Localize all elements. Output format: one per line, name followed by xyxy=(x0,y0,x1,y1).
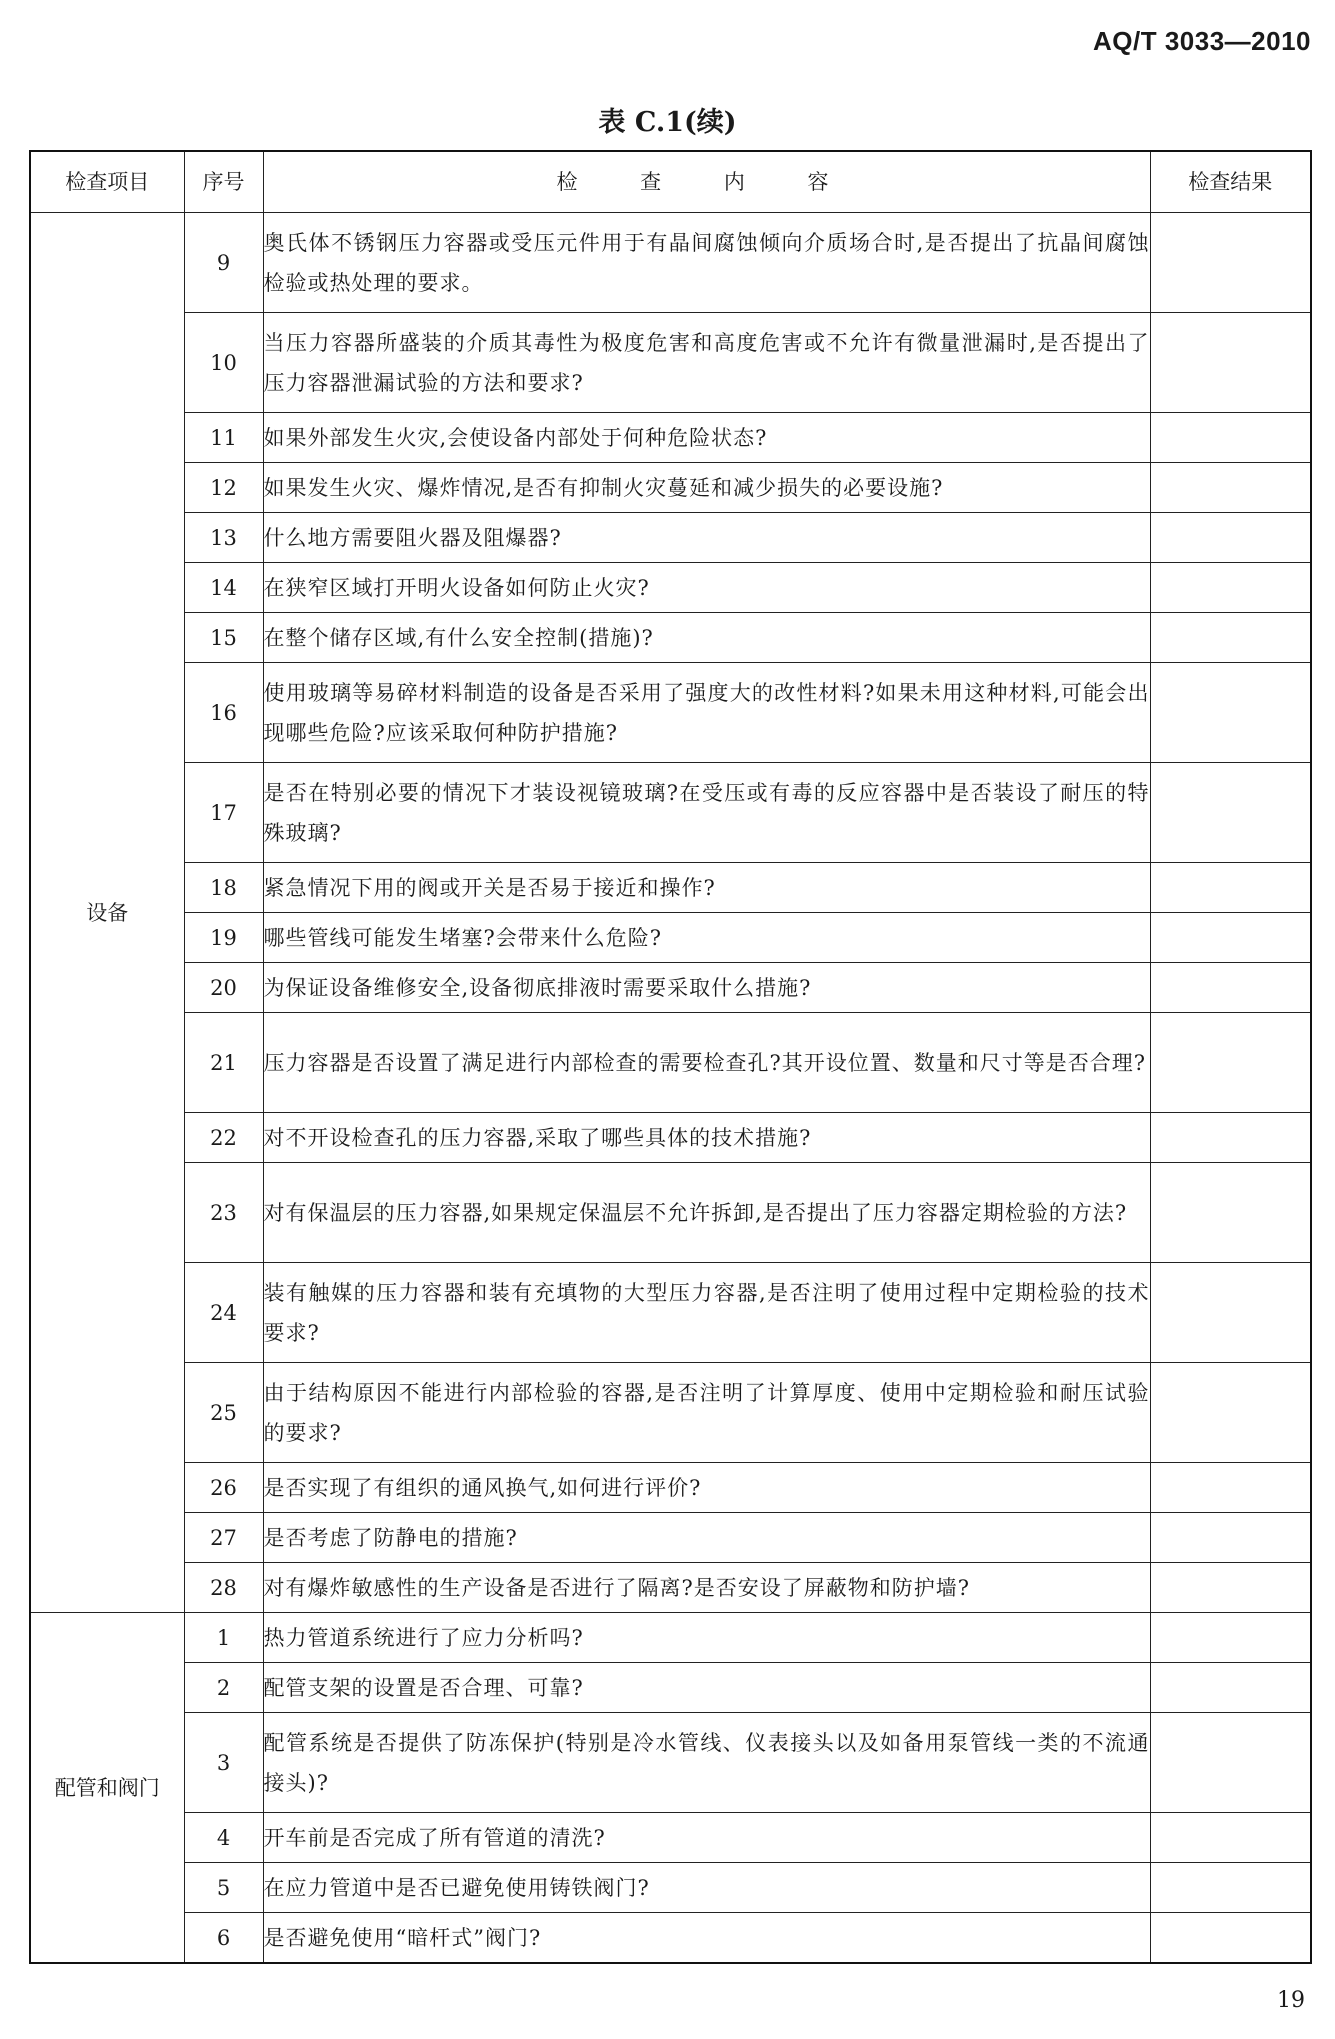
row-result[interactable] xyxy=(1150,463,1311,513)
row-result[interactable] xyxy=(1150,1663,1311,1713)
row-result[interactable] xyxy=(1150,1363,1311,1463)
row-result[interactable] xyxy=(1150,1613,1311,1663)
table-row xyxy=(30,513,1311,563)
table-row xyxy=(30,1663,1311,1713)
row-number: 4 xyxy=(184,1813,263,1863)
row-number: 20 xyxy=(184,963,263,1013)
table-row xyxy=(30,913,1311,963)
table-row xyxy=(30,1613,1311,1663)
row-content: 装有触媒的压力容器和装有充填物的大型压力容器,是否注明了使用过程中定期检验的技术要求? xyxy=(263,1263,1150,1363)
row-result[interactable] xyxy=(1150,1563,1311,1613)
row-number: 13 xyxy=(184,513,263,563)
row-content: 如果发生火灾、爆炸情况,是否有抑制火灾蔓延和减少损失的必要设施? xyxy=(263,463,1150,513)
row-number: 26 xyxy=(184,1463,263,1513)
row-result[interactable] xyxy=(1150,1163,1311,1263)
row-content: 为保证设备维修安全,设备彻底排液时需要采取什么措施? xyxy=(263,963,1150,1013)
row-content: 在应力管道中是否已避免使用铸铁阀门? xyxy=(263,1863,1150,1913)
row-content: 对不开设检查孔的压力容器,采取了哪些具体的技术措施? xyxy=(263,1113,1150,1163)
table-row xyxy=(30,863,1311,913)
row-number: 24 xyxy=(184,1263,263,1363)
row-result[interactable] xyxy=(1150,863,1311,913)
row-number: 22 xyxy=(184,1113,263,1163)
row-result[interactable] xyxy=(1150,1913,1311,1964)
table-row xyxy=(30,1163,1311,1263)
row-content: 使用玻璃等易碎材料制造的设备是否采用了强度大的改性材料?如果未用这种材料,可能会出现哪些危险?应该采取何种防护措施? xyxy=(263,663,1150,763)
row-number: 9 xyxy=(184,213,263,313)
table-row xyxy=(30,1113,1311,1163)
header-item: 检查项目 xyxy=(30,151,184,213)
table-row xyxy=(30,563,1311,613)
row-number: 17 xyxy=(184,763,263,863)
group-label: 设备 xyxy=(30,213,184,1613)
table-row xyxy=(30,1263,1311,1363)
table-row xyxy=(30,1813,1311,1863)
row-number: 12 xyxy=(184,463,263,513)
row-result[interactable] xyxy=(1150,963,1311,1013)
row-number: 27 xyxy=(184,1513,263,1563)
row-result[interactable] xyxy=(1150,413,1311,463)
row-result[interactable] xyxy=(1150,313,1311,413)
row-content: 哪些管线可能发生堵塞?会带来什么危险? xyxy=(263,913,1150,963)
row-result[interactable] xyxy=(1150,563,1311,613)
table-row xyxy=(30,1863,1311,1913)
row-result[interactable] xyxy=(1150,613,1311,663)
table-title: 表 C.1(续) xyxy=(598,107,737,138)
row-number: 1 xyxy=(184,1613,263,1663)
table-header-row xyxy=(30,151,1311,213)
checklist-table xyxy=(29,150,1312,1964)
group-label: 配管和阀门 xyxy=(30,1613,184,1964)
table-row xyxy=(30,963,1311,1013)
table-row xyxy=(30,1713,1311,1813)
header-no: 序号 xyxy=(184,151,263,213)
row-content: 在狭窄区域打开明火设备如何防止火灾? xyxy=(263,563,1150,613)
table-row xyxy=(30,1013,1311,1113)
table-row xyxy=(30,613,1311,663)
row-number: 18 xyxy=(184,863,263,913)
table-row xyxy=(30,213,1311,313)
row-content: 当压力容器所盛装的介质其毒性为极度危害和高度危害或不允许有微量泄漏时,是否提出了压力容器泄漏试验的方法和要求? xyxy=(263,313,1150,413)
row-number: 25 xyxy=(184,1363,263,1463)
row-number: 10 xyxy=(184,313,263,413)
row-content: 紧急情况下用的阀或开关是否易于接近和操作? xyxy=(263,863,1150,913)
row-content: 压力容器是否设置了满足进行内部检查的需要检查孔?其开设位置、数量和尺寸等是否合理? xyxy=(263,1013,1150,1113)
row-result[interactable] xyxy=(1150,1813,1311,1863)
table-row xyxy=(30,413,1311,463)
row-content: 热力管道系统进行了应力分析吗? xyxy=(263,1613,1150,1663)
row-content: 什么地方需要阻火器及阻爆器? xyxy=(263,513,1150,563)
row-number: 23 xyxy=(184,1163,263,1263)
row-number: 21 xyxy=(184,1013,263,1113)
row-number: 19 xyxy=(184,913,263,963)
row-result[interactable] xyxy=(1150,763,1311,863)
row-number: 3 xyxy=(184,1713,263,1813)
row-number: 11 xyxy=(184,413,263,463)
row-content: 是否在特别必要的情况下才装设视镜玻璃?在受压或有毒的反应容器中是否装设了耐压的特殊玻璃? xyxy=(263,763,1150,863)
table-row xyxy=(30,1513,1311,1563)
row-content: 是否实现了有组织的通风换气,如何进行评价? xyxy=(263,1463,1150,1513)
table-row xyxy=(30,1563,1311,1613)
header-content: 检 查 内 容 xyxy=(263,151,1150,213)
row-content: 是否避免使用“暗杆式”阀门? xyxy=(263,1913,1150,1964)
row-content: 在整个储存区域,有什么安全控制(措施)? xyxy=(263,613,1150,663)
table-row xyxy=(30,313,1311,413)
row-content: 对有保温层的压力容器,如果规定保温层不允许拆卸,是否提出了压力容器定期检验的方法? xyxy=(263,1163,1150,1263)
row-number: 15 xyxy=(184,613,263,663)
row-number: 2 xyxy=(184,1663,263,1713)
row-result[interactable] xyxy=(1150,213,1311,313)
row-number: 5 xyxy=(184,1863,263,1913)
table-row xyxy=(30,1463,1311,1513)
page-number: 19 xyxy=(1277,1988,1305,2013)
row-content: 配管系统是否提供了防冻保护(特别是冷水管线、仪表接头以及如备用泵管线一类的不流通接头)? xyxy=(263,1713,1150,1813)
row-content: 开车前是否完成了所有管道的清洗? xyxy=(263,1813,1150,1863)
table-row xyxy=(30,1363,1311,1463)
row-content: 由于结构原因不能进行内部检验的容器,是否注明了计算厚度、使用中定期检验和耐压试验的要求? xyxy=(263,1363,1150,1463)
row-result[interactable] xyxy=(1150,1113,1311,1163)
row-content: 如果外部发生火灾,会使设备内部处于何种危险状态? xyxy=(263,413,1150,463)
row-content: 对有爆炸敏感性的生产设备是否进行了隔离?是否安设了屏蔽物和防护墙? xyxy=(263,1563,1150,1613)
row-result[interactable] xyxy=(1150,1013,1311,1113)
standard-code: AQ/T 3033—2010 xyxy=(1092,26,1311,56)
row-number: 6 xyxy=(184,1913,263,1964)
table-row xyxy=(30,663,1311,763)
row-result[interactable] xyxy=(1150,663,1311,763)
row-result[interactable] xyxy=(1150,513,1311,563)
row-content: 奥氏体不锈钢压力容器或受压元件用于有晶间腐蚀倾向介质场合时,是否提出了抗晶间腐蚀检验或热处理的要求。 xyxy=(263,213,1150,313)
table-row xyxy=(30,1913,1311,1964)
row-result[interactable] xyxy=(1150,1513,1311,1563)
row-result[interactable] xyxy=(1150,1713,1311,1813)
row-result[interactable] xyxy=(1150,913,1311,963)
row-content: 是否考虑了防静电的措施? xyxy=(263,1513,1150,1563)
row-number: 28 xyxy=(184,1563,263,1613)
row-result[interactable] xyxy=(1150,1263,1311,1363)
row-result[interactable] xyxy=(1150,1863,1311,1913)
row-number: 16 xyxy=(184,663,263,763)
header-result: 检查结果 xyxy=(1150,151,1311,213)
row-number: 14 xyxy=(184,563,263,613)
table-row xyxy=(30,463,1311,513)
table-row xyxy=(30,763,1311,863)
row-result[interactable] xyxy=(1150,1463,1311,1513)
row-content: 配管支架的设置是否合理、可靠? xyxy=(263,1663,1150,1713)
